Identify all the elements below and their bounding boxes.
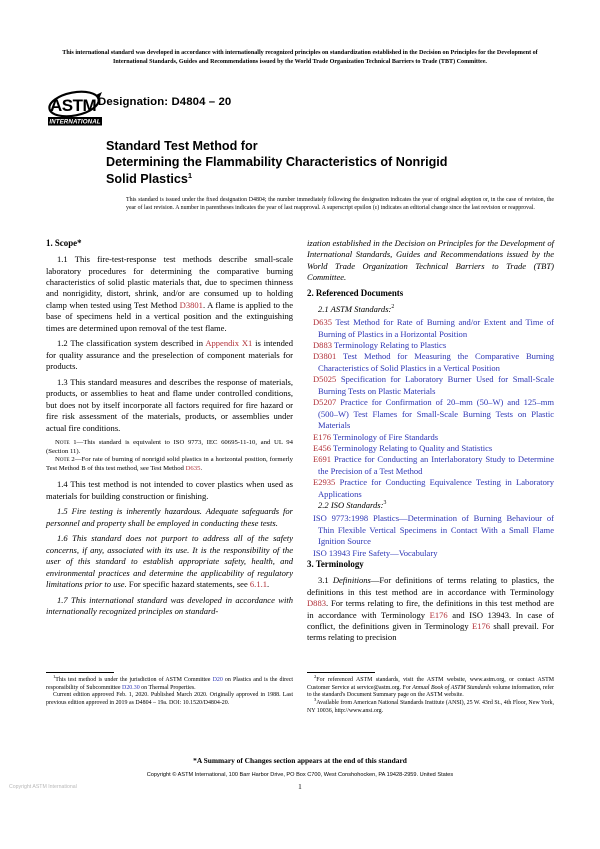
p1-2-text-a: 1.2 The classification system described in (57, 338, 206, 349)
reference-item[interactable] (307, 340, 554, 351)
subheading-astm-standards (307, 304, 554, 315)
wto-notice: This international standard was developed in accordance with internationally recognized principles on standardization established in the Decision on Principles for the Development of International Standards, Guides and Recommendations issued by the World Trade Organization Technical Barriers to Trade (TBT) Committee. (62, 50, 538, 65)
title-line-3 (106, 171, 554, 187)
link-d883[interactable]: D883 (307, 598, 326, 609)
footnote-3 (307, 696, 554, 715)
svg-text:ASTM: ASTM (50, 96, 97, 115)
reference-item[interactable] (307, 374, 554, 397)
footnote-1-marker: 1 (53, 674, 56, 680)
reference-number: E691 (313, 454, 332, 465)
paragraph-1-3: 1.3 This standard measures and describes the response of materials, products, or assemblies to heat and flame under controlled conditions, but does not by itself incorporate all factors required for fire hazard or fire risk assessment of the materials, products, or assemblies under actual fire conditions. (46, 377, 293, 433)
reference-item[interactable] (307, 317, 554, 340)
reference-number: E176 (313, 431, 332, 442)
link-d635[interactable]: D635 (185, 464, 201, 472)
footnote-2-t1: For referenced ASTM standards, visit the ASTM website, www.astm.org, or contact ASTM Customer Service at service@astm.org. For (307, 677, 554, 691)
link-d20[interactable]: D20 (212, 677, 223, 683)
page-title (106, 138, 554, 187)
footnote-2-marker: 2 (314, 674, 317, 680)
reference-number: ISO 9773:1998 (313, 513, 369, 524)
paragraph-1-6 (46, 533, 293, 590)
paragraph-1-4: 1.4 This test method is not intended to cover plastics when used as materials for building construction or finishing. (46, 479, 293, 501)
designation-label: Designation: D4804 – 20 (98, 96, 232, 108)
p3-1-num: 3.1 (318, 575, 333, 586)
reference-number: D5025 (313, 374, 337, 385)
link-appendix-x1[interactable]: Appendix X1 (205, 338, 253, 349)
iso-standards-footnote-marker: 3 (383, 500, 387, 507)
footnote-1 (46, 674, 294, 692)
reference-number: E456 (313, 443, 332, 454)
p3-1-text-b: —For definitions of terms relating to plastics, the definitions in this test method are in accordance with Terminology (307, 575, 554, 597)
header-row (46, 88, 554, 132)
copyright-line: Copyright © ASTM International, 100 Barr Harbor Drive, PO Box C700, West Conshohocken, PA 19428-2959. United States (146, 772, 454, 778)
section-heading-referenced-documents: 2. Referenced Documents (307, 288, 404, 298)
note-1-text: —This standard is equivalent to ISO 9773, IEC 60695-11-10, and UL 94 (Section 11). (46, 439, 293, 455)
link-6-1-1[interactable]: 6.1.1 (249, 579, 267, 590)
astm-logo-icon (46, 88, 106, 130)
p1-6-text-b: For specific hazard statements, see (126, 579, 250, 590)
footnote-1-t3: on Thermal Properties. (139, 684, 196, 691)
reference-item[interactable] (307, 351, 554, 374)
reference-item[interactable] (307, 443, 554, 454)
page-number: 1 (298, 782, 302, 791)
p1-6-text-c: . (267, 579, 270, 590)
right-footnotes (307, 672, 554, 715)
footnote-1-t2: on Plastics and is the direct responsibility of Subcommittee (46, 677, 294, 691)
footnote-rule-right (307, 672, 375, 673)
p3-1-term: Definitions (332, 575, 371, 586)
reference-item[interactable] (307, 548, 554, 559)
footnote-2-i1: Annual Book of ASTM Standards (412, 684, 491, 691)
footnote-1-t1: This test method is under the jurisdiction of ASTM Committee (55, 677, 213, 683)
paragraph-1-1 (46, 254, 293, 334)
reference-title: Terminology Relating to Plastics (333, 339, 447, 350)
reference-title: Practice for Conducting Equivalence Testing in Laboratory Applications (318, 477, 555, 499)
reference-title: Specification for Laboratory Burner Used for Small-Scale Burning Tests on Plastic Materials (318, 374, 554, 396)
reference-title: Terminology of Fire Standards (333, 431, 439, 442)
title-line-3-text: Solid Plastics (106, 171, 188, 186)
footnote-3-t1: Available from American National Standards Institute (ANSI), 25 W. 43rd St., 4th Floor, New York, NY 10036, http://www.ansi.org. (307, 699, 554, 714)
iso-reference-list (307, 513, 554, 559)
left-column (46, 238, 293, 622)
subheading-iso-standards (307, 500, 554, 511)
reference-title: Practice for Conducting an Interlaboratory Study to Determine the Precision of a Test Method (318, 454, 554, 476)
title-line-1: Standard Test Method for (106, 139, 258, 153)
title-line-2: Determining the Flammability Characteristics of Nonrigid (106, 155, 448, 170)
astm-standards-footnote-marker: 2 (391, 304, 395, 311)
note-2-text-b: . (200, 464, 203, 472)
reference-title: Plastics—Determination of Burning Behaviour of Thin Flexible Vertical Specimens in Contact With a Small Flame Ignition Source (318, 513, 554, 547)
iso-standards-label: 2.2 ISO Standards: (318, 500, 384, 511)
note-1-label: Note 1 (55, 439, 77, 447)
paragraph-1-7: 1.7 This international standard was developed in accordance with internationally recognized principles on standard- (46, 594, 293, 617)
note-2-label: Note 2 (55, 456, 75, 464)
reference-number: ISO 13943 (313, 547, 351, 558)
right-column (307, 238, 554, 648)
reference-title: Fire Safety—Vocabulary (352, 547, 438, 558)
reference-title: Test Method for Rate of Burning and/or Extent and Time of Burning of Plastics in a Horizontal Position (318, 317, 554, 339)
section-heading-scope: 1. Scope* (46, 238, 82, 248)
reference-title: Terminology Relating to Quality and Statistics (333, 443, 493, 454)
p3-1-text-d: and ISO 13943. In case of conflict, the definitions given in Terminology (307, 609, 554, 631)
p1-6-text-a: 1.6 This standard does not purport to address all of the safety concerns, if any, associated with its use. It is the responsibility of the user of this standard to establish appropriate safety, health, and environmental practices and determine the applicability of regulatory limitations prior to use. (46, 533, 293, 590)
link-d20-30[interactable]: D20.30 (122, 684, 140, 691)
footnote-rule-left (46, 672, 114, 673)
notes-block (46, 439, 293, 473)
footnote-1-edition: Current edition approved Feb. 1, 2020. Published March 2020. Originally approved in 1988. Last previous edition approved in 2019 as D4804 – 19a. DOI: 10.1520/D4804-20. (46, 692, 293, 706)
paragraph-3-1 (307, 575, 554, 644)
reference-number: D635 (313, 317, 332, 328)
p3-1-text-c: . For terms relating to fire, the definitions in this test method are in accordance with Terminology (307, 598, 554, 620)
p1-1-text-a: 1.1 This fire-test-response test methods describe small-scale laboratory procedures for determining the comparative burning characteristics of solid plastic materials that, due to specimen thinness and nonrigidity, distort, shrink, and/or are consumed up to holding clamp when tested using Test Method (46, 254, 293, 310)
reference-number: D5207 (313, 397, 337, 408)
paragraph-1-2 (46, 338, 293, 372)
p1-1-text-b: . A flame is applied to the base of specimens held in a vertical position and the extinguishing times are determined upon removal of the test flame. (46, 299, 293, 333)
section-heading-terminology: 3. Terminology (307, 559, 364, 570)
issue-note: This standard is issued under the fixed designation D4804; the number immediately following the designation indicates the year of original adoption or, in the case of revision, the year of last revision. A number in parentheses indicates the year of last reapproval. A superscript epsilon (ε) indicates an editorial change since the last revision or reapproval. (126, 197, 554, 212)
link-e176[interactable]: E176 (429, 609, 448, 620)
title-footnote-marker: 1 (187, 170, 193, 180)
link-d3801[interactable]: D3801 (179, 299, 203, 310)
reference-title: Test Method for Measuring the Comparative Burning Characteristics of Solid Plastics in a Vertical Position (318, 351, 555, 373)
reference-item[interactable] (307, 432, 554, 443)
reference-number: E2935 (313, 477, 336, 488)
summary-of-changes-note: *A Summary of Changes section appears at the end of this standard (193, 756, 407, 765)
footnote-3-marker: 3 (314, 696, 317, 702)
note-2 (46, 456, 293, 473)
reference-item[interactable] (307, 513, 554, 547)
note-1 (46, 439, 293, 456)
note-2-text-a: —For rate of burning of nonrigid solid plastics in a horizontal position, formerly Test Method B of this test method, see Test Method (46, 456, 293, 472)
reference-title: Practice for Confirmation of 20–mm (50–W) and 125–mm (500–W) Test Flames for Small-Scale Burning Tests on Plastic Materials (318, 397, 554, 431)
reference-number: D883 (313, 339, 332, 350)
p1-2-text-b: is intended for quality assurance and the preselection of component materials for products. (46, 338, 293, 372)
svg-text:INTERNATIONAL: INTERNATIONAL (49, 118, 101, 126)
left-footnotes (46, 672, 293, 708)
paragraph-1-5: 1.5 Fire testing is inherently hazardous. Adequate safeguards for personnel and property shall be employed in conducting these tests. (46, 506, 293, 528)
paragraph-1-7-continued: ization established in the Decision on Principles for the Development of International Standards, Guides and Recommendations issued by the World Trade Organization Technical Barriers to Trade (TBT) Committee. (307, 238, 554, 283)
reference-number: D3801 (313, 351, 337, 362)
astm-standards-label: 2.1 ASTM Standards: (318, 304, 392, 315)
reference-item[interactable] (307, 477, 554, 500)
astm-reference-list (307, 317, 554, 500)
p3-1-text-e: shall prevail. For terms relating to precision (307, 620, 554, 643)
reference-item[interactable] (307, 397, 554, 431)
footnote-2 (307, 674, 554, 700)
copyright-watermark: Copyright ASTM International (9, 784, 77, 790)
link-e176-2[interactable]: E176 (471, 620, 491, 631)
footnote-2-t2: volume information, refer to the standard's Document Summary page on the ASTM website. (307, 684, 554, 699)
reference-item[interactable] (307, 454, 554, 477)
